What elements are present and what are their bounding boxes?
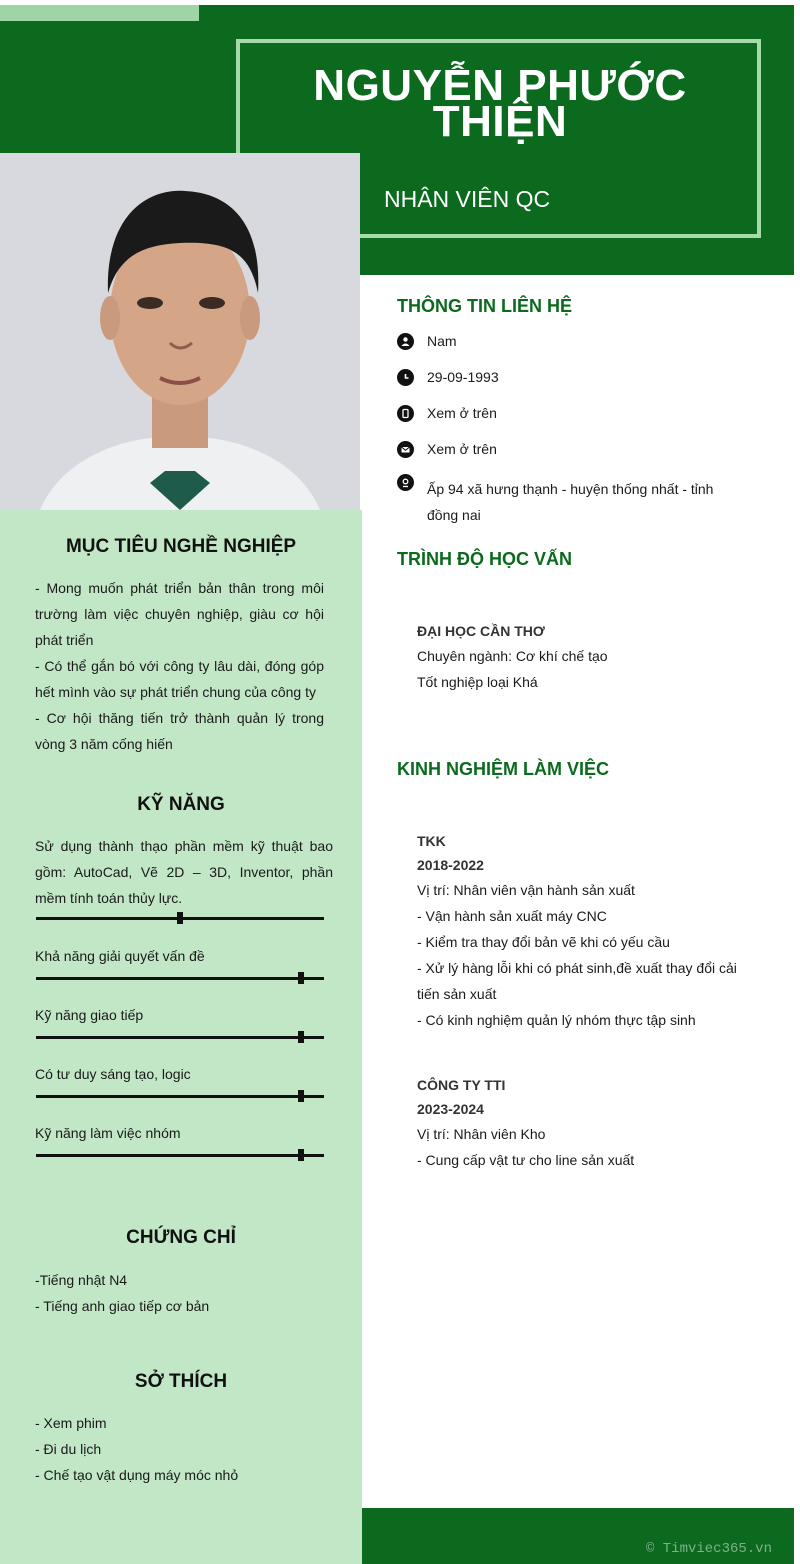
job-detail: Vị trí: Nhân viên Kho: [417, 1126, 546, 1142]
job-detail: - Cung cấp vật tư cho line sản xuất: [417, 1152, 635, 1168]
education-grade: Tốt nghiệp loại Khá: [417, 674, 538, 690]
hobbies-title: SỞ THÍCH: [134, 1371, 228, 1392]
mail-icon: [397, 441, 414, 458]
company-name: TKK: [417, 833, 446, 849]
hobby-item: - Xem phim: [35, 1415, 107, 1431]
objective-line: - Cơ hội thăng tiến trở thành quản lý trong vòng 3 năm cống hiến: [35, 710, 324, 752]
contact-phone: [397, 402, 497, 424]
skill-level-marker: [298, 972, 304, 984]
skill-level-marker: [298, 1031, 304, 1043]
birthday-value: 29-09-1993: [427, 369, 499, 385]
certificate-item: -Tiếng nhật N4: [35, 1272, 128, 1288]
education-title: TRÌNH ĐỘ HỌC VẤN: [397, 549, 572, 569]
gender-value: Nam: [427, 333, 457, 349]
certificates-list: [35, 1267, 324, 1319]
hobbies-list: [35, 1410, 324, 1488]
certificates-title: CHỨNG CHỈ: [126, 1227, 236, 1248]
school-name: ĐẠI HỌC CẦN THƠ: [417, 623, 545, 639]
job-detail: - Có kinh nghiệm quản lý nhóm thực tập sinh: [417, 1012, 696, 1028]
education-entry: [417, 619, 757, 695]
header-accent-strip: [0, 5, 199, 21]
contact-birthday: [397, 366, 499, 388]
address-value: Ấp 94 xã hưng thạnh - huyện thống nhất - tỉnh đồng nai: [427, 481, 714, 523]
location-icon: [397, 474, 414, 491]
candidate-name: NGUYỄN PHƯỚC THIỆN: [313, 61, 687, 146]
contact-address: [397, 470, 797, 523]
skill-label: Kỹ năng giao tiếp: [35, 1007, 144, 1023]
phone-icon: [397, 405, 414, 422]
watermark: © Timviec365.vn: [645, 1541, 772, 1557]
skill-level-marker: [177, 912, 183, 924]
skill-bar: [36, 917, 324, 920]
job-period: 2023-2024: [417, 1101, 484, 1117]
company-name: CÔNG TY TTI: [417, 1077, 506, 1093]
certificate-item: - Tiếng anh giao tiếp cơ bản: [35, 1298, 210, 1314]
profile-photo: [0, 153, 360, 510]
objective-line: - Mong muốn phát triển bản thân trong môi trường làm việc chuyên nghiệp, giàu cơ hội phát triển: [35, 580, 324, 648]
skill-bar: [36, 1095, 324, 1098]
hobby-item: - Chế tạo vật dụng máy móc nhỏ: [35, 1467, 239, 1483]
skill-level-marker: [298, 1090, 304, 1102]
skill-bar: [36, 1036, 324, 1039]
skill-level-marker: [298, 1149, 304, 1161]
skill-bar: [36, 1154, 324, 1157]
header-band-top: [199, 5, 794, 21]
contact-title: THÔNG TIN LIÊN HỆ: [397, 296, 572, 316]
hobby-item: - Đi du lịch: [35, 1441, 102, 1457]
skill-label-main: [35, 833, 333, 911]
job-detail: - Kiểm tra thay đổi bản vẽ khi có yếu cầu: [417, 934, 670, 950]
skill-label: Kỹ năng làm việc nhóm: [35, 1125, 181, 1141]
skill-label: Sử dụng thành thạo phần mềm kỹ thuật bao gồm: AutoCad, Vẽ 2D – 3D, Inventor, phần mềm tính toán thủy lực.: [35, 838, 333, 906]
experience-entry: [417, 1073, 757, 1173]
contact-email: [397, 438, 497, 460]
phone-value: Xem ở trên: [427, 405, 497, 421]
experience-entry: [417, 829, 752, 1033]
objective-content: [35, 575, 324, 757]
job-title: NHÂN VIÊN QC: [384, 186, 551, 212]
skills-title: KỸ NĂNG: [137, 794, 225, 815]
email-value: Xem ở trên: [427, 441, 497, 457]
user-icon: [397, 333, 414, 350]
job-detail: - Xử lý hàng lỗi khi có phát sinh,đề xuất thay đổi cải tiến sản xuất: [417, 960, 737, 1002]
clock-icon: [397, 369, 414, 386]
job-detail: Vị trí: Nhân viên vận hành sản xuất: [417, 882, 635, 898]
objective-title: MỤC TIÊU NGHỀ NGHIỆP: [65, 536, 297, 557]
skill-label: Khả năng giải quyết vấn đề: [35, 948, 205, 964]
education-major: Chuyên ngành: Cơ khí chế tạo: [417, 648, 608, 664]
objective-line: - Có thể gắn bó với công ty lâu dài, đóng góp hết mình vào sự phát triển chung của công ty: [35, 658, 324, 700]
contact-gender: [397, 330, 457, 352]
job-detail: - Vận hành sản xuất máy CNC: [417, 908, 607, 924]
skill-label: Có tư duy sáng tạo, logic: [35, 1066, 191, 1082]
job-period: 2018-2022: [417, 857, 484, 873]
experience-title: KINH NGHIỆM LÀM VIỆC: [397, 759, 610, 779]
skill-bar: [36, 977, 324, 980]
profile-photo-illustration: [0, 153, 360, 510]
